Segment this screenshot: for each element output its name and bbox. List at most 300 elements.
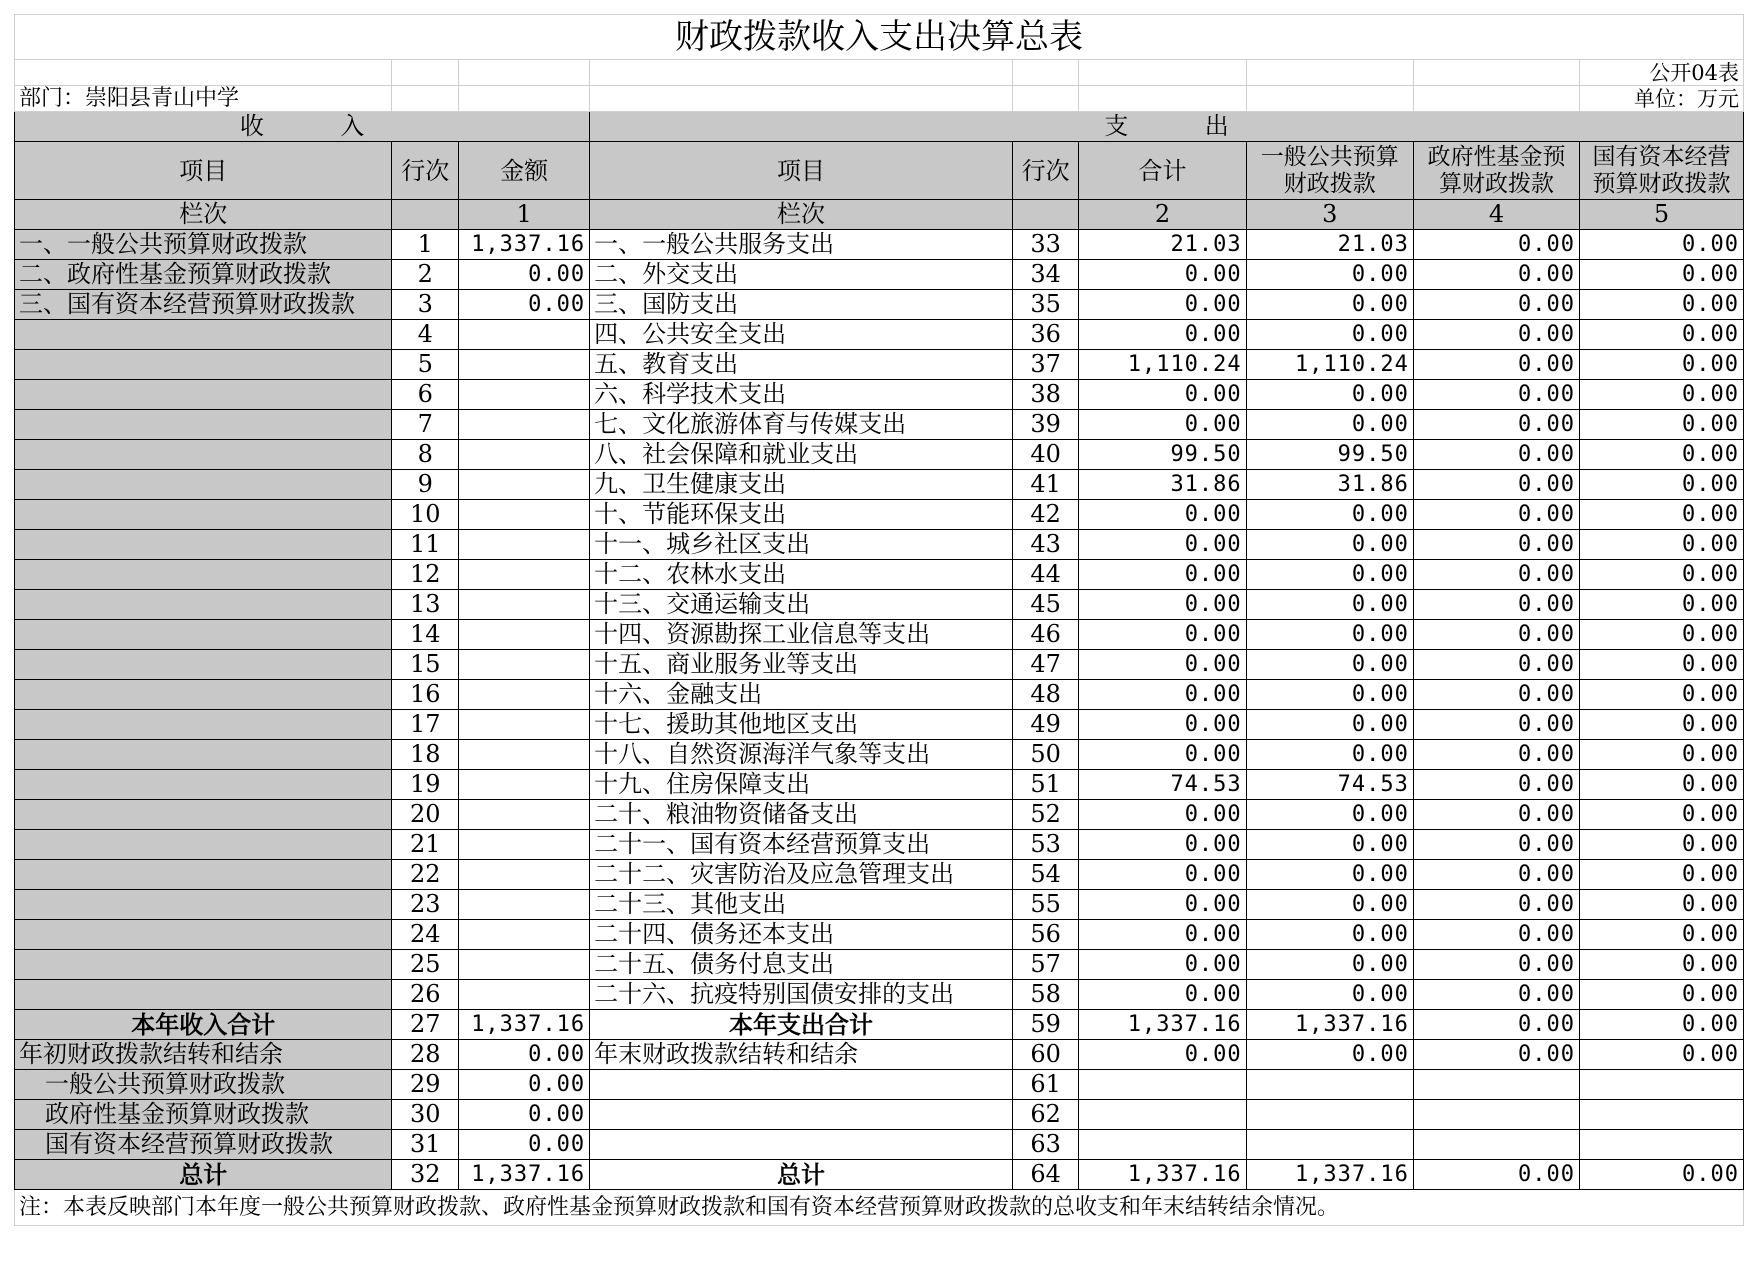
footnote: 注：本表反映部门本年度一般公共预算财政拨款、政府性基金预算财政拨款和国有资本经营预算财政拨款的总收支和年末结转结余情况。 — [15, 1190, 1744, 1226]
income-item — [15, 440, 392, 470]
expense-line-no: 50 — [1012, 740, 1079, 770]
expense-state-capital — [1580, 1070, 1744, 1100]
expense-item: 年末财政拨款结转和结余 — [590, 1040, 1013, 1070]
expense-line-no: 57 — [1012, 950, 1079, 980]
expense-state-capital: 0.00 — [1580, 830, 1744, 860]
expense-line-no: 59 — [1012, 1010, 1079, 1040]
expense-line-no: 38 — [1012, 380, 1079, 410]
income-item — [15, 950, 392, 980]
expense-total — [1079, 1100, 1246, 1130]
expense-gov-fund: 0.00 — [1413, 470, 1579, 500]
expense-general-budget: 99.50 — [1246, 440, 1413, 470]
total-header: 合计 — [1079, 142, 1246, 200]
income-amount — [459, 500, 590, 530]
expense-total: 0.00 — [1079, 680, 1246, 710]
expense-state-capital: 0.00 — [1580, 680, 1744, 710]
expense-line-no: 48 — [1012, 680, 1079, 710]
expense-general-budget: 0.00 — [1246, 980, 1413, 1010]
col-number-3: 3 — [1246, 200, 1413, 230]
expense-item: 二十四、债务还本支出 — [590, 920, 1013, 950]
income-item: 一、一般公共预算财政拨款 — [15, 230, 392, 260]
expense-item: 六、科学技术支出 — [590, 380, 1013, 410]
income-amount — [459, 650, 590, 680]
expense-state-capital: 0.00 — [1580, 320, 1744, 350]
income-amount — [459, 440, 590, 470]
expense-general-budget: 0.00 — [1246, 500, 1413, 530]
expense-total: 0.00 — [1079, 830, 1246, 860]
income-item — [15, 530, 392, 560]
expense-item: 十三、交通运输支出 — [590, 590, 1013, 620]
expense-total: 0.00 — [1079, 740, 1246, 770]
income-amount-header: 金额 — [459, 142, 590, 200]
expense-general-budget — [1246, 1070, 1413, 1100]
table-row — [15, 380, 1744, 410]
income-amount — [459, 350, 590, 380]
expense-general-budget — [1246, 1130, 1413, 1160]
expense-state-capital: 0.00 — [1580, 950, 1744, 980]
income-line-no: 7 — [392, 410, 459, 440]
income-amount — [459, 530, 590, 560]
state-capital-header: 国有资本经营预算财政拨款 — [1580, 142, 1744, 200]
income-line-no: 15 — [392, 650, 459, 680]
income-line-no: 31 — [392, 1130, 459, 1160]
table-row — [15, 530, 1744, 560]
income-item — [15, 680, 392, 710]
expense-item: 二十、粮油物资储备支出 — [590, 800, 1013, 830]
table-row — [15, 1040, 1744, 1070]
expense-general-budget: 0.00 — [1246, 920, 1413, 950]
expense-general-budget: 21.03 — [1246, 230, 1413, 260]
income-item — [15, 500, 392, 530]
expense-item: 十七、援助其他地区支出 — [590, 710, 1013, 740]
expense-general-budget: 0.00 — [1246, 1040, 1413, 1070]
expense-total: 1,337.16 — [1079, 1160, 1246, 1190]
income-amount: 0.00 — [459, 1100, 590, 1130]
expense-gov-fund: 0.00 — [1413, 410, 1579, 440]
expense-general-budget: 74.53 — [1246, 770, 1413, 800]
expense-line-no: 34 — [1012, 260, 1079, 290]
expense-gov-fund: 0.00 — [1413, 1040, 1579, 1070]
expense-item: 五、教育支出 — [590, 350, 1013, 380]
expense-total: 0.00 — [1079, 590, 1246, 620]
expense-line-no: 49 — [1012, 710, 1079, 740]
income-line-no: 10 — [392, 500, 459, 530]
expense-item: 三、国防支出 — [590, 290, 1013, 320]
expense-gov-fund: 0.00 — [1413, 560, 1579, 590]
expense-state-capital: 0.00 — [1580, 800, 1744, 830]
expense-total: 0.00 — [1079, 800, 1246, 830]
table-row — [15, 230, 1744, 260]
expense-state-capital: 0.00 — [1580, 380, 1744, 410]
expense-general-budget: 31.86 — [1246, 470, 1413, 500]
col-label-expense: 栏次 — [590, 200, 1013, 230]
expense-line-header: 行次 — [1012, 142, 1079, 200]
expense-total: 0.00 — [1079, 530, 1246, 560]
expense-general-budget: 0.00 — [1246, 890, 1413, 920]
expense-item: 七、文化旅游体育与传媒支出 — [590, 410, 1013, 440]
income-amount — [459, 620, 590, 650]
expense-general-budget: 0.00 — [1246, 620, 1413, 650]
expense-item: 八、社会保障和就业支出 — [590, 440, 1013, 470]
expense-total: 0.00 — [1079, 560, 1246, 590]
expense-item: 十八、自然资源海洋气象等支出 — [590, 740, 1013, 770]
expense-item: 总计 — [590, 1160, 1013, 1190]
income-line-no: 12 — [392, 560, 459, 590]
expense-general-budget: 0.00 — [1246, 860, 1413, 890]
expense-total: 0.00 — [1079, 890, 1246, 920]
fiscal-summary-table — [14, 14, 1744, 1226]
expense-total: 99.50 — [1079, 440, 1246, 470]
income-amount: 1,337.16 — [459, 230, 590, 260]
income-item-header: 项目 — [15, 142, 392, 200]
expense-state-capital: 0.00 — [1580, 260, 1744, 290]
income-amount — [459, 560, 590, 590]
income-line-no: 21 — [392, 830, 459, 860]
income-line-no: 11 — [392, 530, 459, 560]
table-row — [15, 680, 1744, 710]
table-row — [15, 890, 1744, 920]
expense-state-capital: 0.00 — [1580, 620, 1744, 650]
expense-total: 0.00 — [1079, 710, 1246, 740]
expense-general-budget: 0.00 — [1246, 320, 1413, 350]
income-line-no: 6 — [392, 380, 459, 410]
income-item — [15, 410, 392, 440]
income-line-no: 22 — [392, 860, 459, 890]
income-line-no: 20 — [392, 800, 459, 830]
income-line-no: 14 — [392, 620, 459, 650]
expense-general-budget: 0.00 — [1246, 290, 1413, 320]
expense-item: 十二、农林水支出 — [590, 560, 1013, 590]
table-row — [15, 620, 1744, 650]
expense-line-no: 55 — [1012, 890, 1079, 920]
expense-total: 0.00 — [1079, 380, 1246, 410]
expense-total: 0.00 — [1079, 920, 1246, 950]
table-row — [15, 980, 1744, 1010]
income-item: 年初财政拨款结转和结余 — [15, 1040, 392, 1070]
col-number-4: 4 — [1413, 200, 1579, 230]
income-item: 国有资本经营预算财政拨款 — [15, 1130, 392, 1160]
expense-item: 二十五、债务付息支出 — [590, 950, 1013, 980]
expense-line-no: 51 — [1012, 770, 1079, 800]
income-amount — [459, 860, 590, 890]
expense-item: 二十一、国有资本经营预算支出 — [590, 830, 1013, 860]
table-row — [15, 950, 1744, 980]
expense-item: 十一、城乡社区支出 — [590, 530, 1013, 560]
income-amount — [459, 470, 590, 500]
expense-gov-fund: 0.00 — [1413, 860, 1579, 890]
table-row — [15, 500, 1744, 530]
expense-item: 十九、住房保障支出 — [590, 770, 1013, 800]
expense-line-no: 62 — [1012, 1100, 1079, 1130]
income-item — [15, 380, 392, 410]
expense-state-capital: 0.00 — [1580, 350, 1744, 380]
income-item — [15, 740, 392, 770]
table-row — [15, 470, 1744, 500]
expense-gov-fund: 0.00 — [1413, 800, 1579, 830]
expense-line-no: 46 — [1012, 620, 1079, 650]
income-item — [15, 350, 392, 380]
expense-total: 0.00 — [1079, 320, 1246, 350]
income-item — [15, 320, 392, 350]
income-amount: 0.00 — [459, 260, 590, 290]
expense-line-no: 52 — [1012, 800, 1079, 830]
expense-item: 二十二、灾害防治及应急管理支出 — [590, 860, 1013, 890]
income-item — [15, 470, 392, 500]
expense-state-capital — [1580, 1130, 1744, 1160]
income-item — [15, 650, 392, 680]
expense-item: 十五、商业服务业等支出 — [590, 650, 1013, 680]
income-item — [15, 590, 392, 620]
income-item — [15, 980, 392, 1010]
expense-gov-fund: 0.00 — [1413, 1160, 1579, 1190]
table-row — [15, 830, 1744, 860]
income-item: 三、国有资本经营预算财政拨款 — [15, 290, 392, 320]
expense-gov-fund: 0.00 — [1413, 770, 1579, 800]
income-amount: 0.00 — [459, 1130, 590, 1160]
income-line-no: 29 — [392, 1070, 459, 1100]
expense-line-no: 36 — [1012, 320, 1079, 350]
table-row — [15, 440, 1744, 470]
table-row — [15, 590, 1744, 620]
table-body — [15, 230, 1744, 1190]
table-row — [15, 800, 1744, 830]
income-line-no: 16 — [392, 680, 459, 710]
expense-general-budget: 0.00 — [1246, 800, 1413, 830]
unit-label: 单位：万元 — [1580, 86, 1744, 112]
gov-fund-header: 政府性基金预算财政拨款 — [1413, 142, 1579, 200]
expense-item: 二十三、其他支出 — [590, 890, 1013, 920]
income-item: 本年收入合计 — [15, 1010, 392, 1040]
income-amount — [459, 680, 590, 710]
expense-gov-fund: 0.00 — [1413, 680, 1579, 710]
income-line-no: 4 — [392, 320, 459, 350]
income-line-no: 18 — [392, 740, 459, 770]
expense-line-no: 53 — [1012, 830, 1079, 860]
income-line-no: 27 — [392, 1010, 459, 1040]
expense-line-no: 47 — [1012, 650, 1079, 680]
income-line-no: 8 — [392, 440, 459, 470]
expense-state-capital: 0.00 — [1580, 890, 1744, 920]
page-title: 财政拨款收入支出决算总表 — [15, 15, 1744, 60]
expense-gov-fund — [1413, 1130, 1579, 1160]
expense-state-capital: 0.00 — [1580, 980, 1744, 1010]
expense-gov-fund: 0.00 — [1413, 320, 1579, 350]
table-row — [15, 350, 1744, 380]
table-row — [15, 1160, 1744, 1190]
income-amount: 0.00 — [459, 1070, 590, 1100]
expense-general-budget: 1,337.16 — [1246, 1010, 1413, 1040]
income-amount — [459, 800, 590, 830]
expense-gov-fund: 0.00 — [1413, 830, 1579, 860]
expense-gov-fund: 0.00 — [1413, 920, 1579, 950]
table-row — [15, 1130, 1744, 1160]
expense-state-capital: 0.00 — [1580, 1010, 1744, 1040]
department-label: 部门：崇阳县青山中学 — [15, 86, 392, 112]
expense-total: 0.00 — [1079, 860, 1246, 890]
expense-gov-fund: 0.00 — [1413, 380, 1579, 410]
income-line-no: 19 — [392, 770, 459, 800]
expense-line-no: 39 — [1012, 410, 1079, 440]
income-amount — [459, 710, 590, 740]
expense-state-capital: 0.00 — [1580, 500, 1744, 530]
expense-general-budget — [1246, 1100, 1413, 1130]
expense-item: 九、卫生健康支出 — [590, 470, 1013, 500]
income-amount — [459, 590, 590, 620]
expense-total: 0.00 — [1079, 980, 1246, 1010]
income-line-no: 9 — [392, 470, 459, 500]
expense-state-capital: 0.00 — [1580, 1160, 1744, 1190]
expense-gov-fund — [1413, 1070, 1579, 1100]
table-row — [15, 1070, 1744, 1100]
expense-total: 0.00 — [1079, 290, 1246, 320]
expense-line-no: 37 — [1012, 350, 1079, 380]
income-amount — [459, 770, 590, 800]
expense-item — [590, 1100, 1013, 1130]
expense-gov-fund: 0.00 — [1413, 650, 1579, 680]
col-number-1: 1 — [459, 200, 590, 230]
income-line-no: 13 — [392, 590, 459, 620]
expense-item: 二、外交支出 — [590, 260, 1013, 290]
expense-state-capital: 0.00 — [1580, 440, 1744, 470]
expense-item: 十四、资源勘探工业信息等支出 — [590, 620, 1013, 650]
income-item — [15, 860, 392, 890]
income-item: 一般公共预算财政拨款 — [15, 1070, 392, 1100]
income-line-no: 24 — [392, 920, 459, 950]
expense-item — [590, 1130, 1013, 1160]
income-item: 总计 — [15, 1160, 392, 1190]
expense-gov-fund: 0.00 — [1413, 710, 1579, 740]
expense-general-budget: 0.00 — [1246, 950, 1413, 980]
expense-line-no: 43 — [1012, 530, 1079, 560]
income-amount: 1,337.16 — [459, 1160, 590, 1190]
income-item — [15, 800, 392, 830]
table-row — [15, 740, 1744, 770]
expense-total: 0.00 — [1079, 500, 1246, 530]
expense-general-budget: 0.00 — [1246, 410, 1413, 440]
expense-total — [1079, 1130, 1246, 1160]
expense-state-capital: 0.00 — [1580, 710, 1744, 740]
income-line-no: 3 — [392, 290, 459, 320]
expense-line-no: 54 — [1012, 860, 1079, 890]
expense-state-capital — [1580, 1100, 1744, 1130]
income-item: 政府性基金预算财政拨款 — [15, 1100, 392, 1130]
expense-general-budget: 0.00 — [1246, 560, 1413, 590]
income-amount: 0.00 — [459, 290, 590, 320]
expense-general-budget: 1,337.16 — [1246, 1160, 1413, 1190]
income-item — [15, 710, 392, 740]
income-amount — [459, 740, 590, 770]
expense-total: 74.53 — [1079, 770, 1246, 800]
expense-line-no: 63 — [1012, 1130, 1079, 1160]
income-amount — [459, 920, 590, 950]
col-number-2: 2 — [1079, 200, 1246, 230]
income-amount — [459, 320, 590, 350]
table-row — [15, 290, 1744, 320]
expense-total: 0.00 — [1079, 260, 1246, 290]
income-amount — [459, 830, 590, 860]
expense-gov-fund: 0.00 — [1413, 590, 1579, 620]
table-row — [15, 1010, 1744, 1040]
income-line-no: 23 — [392, 890, 459, 920]
expense-line-no: 45 — [1012, 590, 1079, 620]
income-line-no: 28 — [392, 1040, 459, 1070]
expense-gov-fund: 0.00 — [1413, 500, 1579, 530]
table-row — [15, 920, 1744, 950]
expense-total: 0.00 — [1079, 410, 1246, 440]
income-line-no: 1 — [392, 230, 459, 260]
income-line-no: 25 — [392, 950, 459, 980]
expense-gov-fund: 0.00 — [1413, 740, 1579, 770]
income-item — [15, 770, 392, 800]
table-row — [15, 410, 1744, 440]
expense-general-budget: 0.00 — [1246, 650, 1413, 680]
expense-total: 0.00 — [1079, 1040, 1246, 1070]
expense-gov-fund: 0.00 — [1413, 530, 1579, 560]
income-line-no: 17 — [392, 710, 459, 740]
expense-state-capital: 0.00 — [1580, 740, 1744, 770]
income-amount — [459, 890, 590, 920]
expense-item: 一、一般公共服务支出 — [590, 230, 1013, 260]
expense-line-no: 61 — [1012, 1070, 1079, 1100]
expense-state-capital: 0.00 — [1580, 650, 1744, 680]
income-item — [15, 830, 392, 860]
expense-item: 本年支出合计 — [590, 1010, 1013, 1040]
expense-total: 31.86 — [1079, 470, 1246, 500]
table-row — [15, 560, 1744, 590]
income-item — [15, 890, 392, 920]
expense-state-capital: 0.00 — [1580, 860, 1744, 890]
expense-total: 0.00 — [1079, 950, 1246, 980]
income-item — [15, 620, 392, 650]
expense-general-budget: 1,110.24 — [1246, 350, 1413, 380]
expense-line-no: 60 — [1012, 1040, 1079, 1070]
expense-item: 二十六、抗疫特别国债安排的支出 — [590, 980, 1013, 1010]
income-line-no: 5 — [392, 350, 459, 380]
expense-total: 0.00 — [1079, 650, 1246, 680]
expense-total: 21.03 — [1079, 230, 1246, 260]
income-line-no: 26 — [392, 980, 459, 1010]
expense-state-capital: 0.00 — [1580, 1040, 1744, 1070]
expense-general-budget: 0.00 — [1246, 380, 1413, 410]
income-line-header: 行次 — [392, 142, 459, 200]
table-row — [15, 320, 1744, 350]
expense-item-header: 项目 — [590, 142, 1013, 200]
income-item — [15, 920, 392, 950]
expense-general-budget: 0.00 — [1246, 680, 1413, 710]
income-amount — [459, 410, 590, 440]
expense-header: 支 出 — [590, 112, 1744, 142]
expense-line-no: 33 — [1012, 230, 1079, 260]
general-budget-header: 一般公共预算财政拨款 — [1246, 142, 1413, 200]
expense-gov-fund: 0.00 — [1413, 290, 1579, 320]
expense-state-capital: 0.00 — [1580, 920, 1744, 950]
expense-line-no: 58 — [1012, 980, 1079, 1010]
budget-sheet — [14, 14, 1744, 1226]
income-amount: 0.00 — [459, 1040, 590, 1070]
expense-gov-fund: 0.00 — [1413, 440, 1579, 470]
expense-line-no: 42 — [1012, 500, 1079, 530]
income-amount: 1,337.16 — [459, 1010, 590, 1040]
income-amount — [459, 950, 590, 980]
table-row — [15, 260, 1744, 290]
expense-gov-fund: 0.00 — [1413, 1010, 1579, 1040]
income-amount — [459, 980, 590, 1010]
expense-general-budget: 0.00 — [1246, 590, 1413, 620]
expense-gov-fund: 0.00 — [1413, 980, 1579, 1010]
expense-state-capital: 0.00 — [1580, 590, 1744, 620]
expense-state-capital: 0.00 — [1580, 290, 1744, 320]
expense-state-capital: 0.00 — [1580, 230, 1744, 260]
